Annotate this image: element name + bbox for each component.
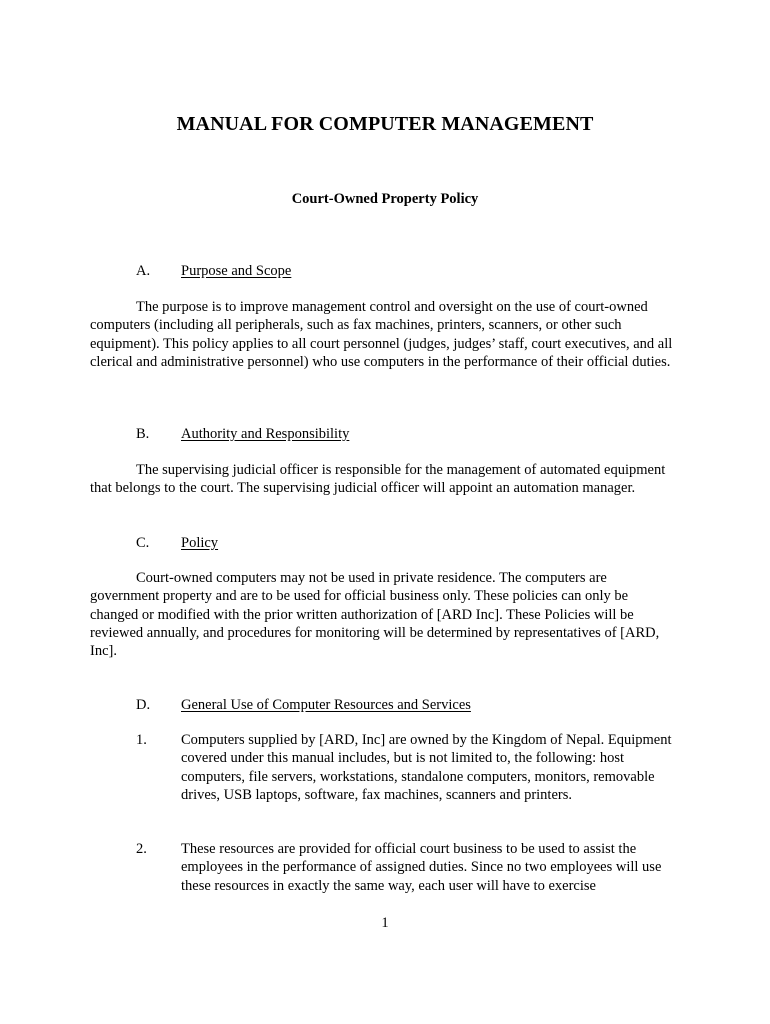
section-b-paragraph: The supervising judicial officer is responsible for the management of automated equipment that belongs to the court. The supervising judicial officer will appoint an automation manager. xyxy=(90,462,666,497)
section-letter: D. xyxy=(136,697,151,713)
section-title: Purpose and Scope xyxy=(181,263,292,279)
page-number: 1 xyxy=(381,915,389,931)
document-title: MANUAL FOR COMPUTER MANAGEMENT xyxy=(176,113,594,135)
section-heading-c xyxy=(136,534,218,552)
list-item xyxy=(136,840,676,895)
list-item-text: Computers supplied by [ARD, Inc] are owned by the Kingdom of Nepal. Equipment covered under this manual includes, but is not limited to, the following: host computers, file servers, workstations, standalone computers, monitors, removable drives, USB laptops, software, fax machines, scanners and printers. xyxy=(181,732,672,803)
section-c-paragraph: Court-owned computers may not be used in private residence. The computers are government property and are to be used for official business only. These policies can only be changed or modified with the prior written authorization of [ARD Inc]. These Policies will be reviewed annually, and procedures for monitoring will be determined by representatives of [ARD, Inc]. xyxy=(90,570,660,660)
section-title: Authority and Responsibility xyxy=(181,426,350,442)
section-letter: A. xyxy=(136,263,151,279)
document-subtitle: Court-Owned Property Policy xyxy=(291,191,479,207)
list-item-number: 2. xyxy=(136,841,147,857)
section-heading-b xyxy=(136,425,349,443)
section-heading-d xyxy=(136,696,471,714)
list-item xyxy=(136,731,676,804)
section-title: General Use of Computer Resources and Services xyxy=(181,697,471,713)
section-title: Policy xyxy=(181,535,219,551)
list-item-number: 1. xyxy=(136,732,147,748)
section-a-paragraph: The purpose is to improve management control and oversight on the use of court-owned computers (including all peripherals, such as fax machines, printers, scanners, or other such equipment). This policy applies to all court personnel (judges, judges’ staff, court executives, and all clerical and administrative personnel) who use computers in the performance of their official duties. xyxy=(90,299,673,370)
section-letter: B. xyxy=(136,426,150,442)
section-letter: C. xyxy=(136,535,150,551)
section-heading-a xyxy=(136,262,291,280)
list-item-text: These resources are provided for official court business to be used to assist the employees in the performance of assigned duties. Since no two employees will use these resources in exactly the same way, each user will have to exercise xyxy=(181,841,662,894)
